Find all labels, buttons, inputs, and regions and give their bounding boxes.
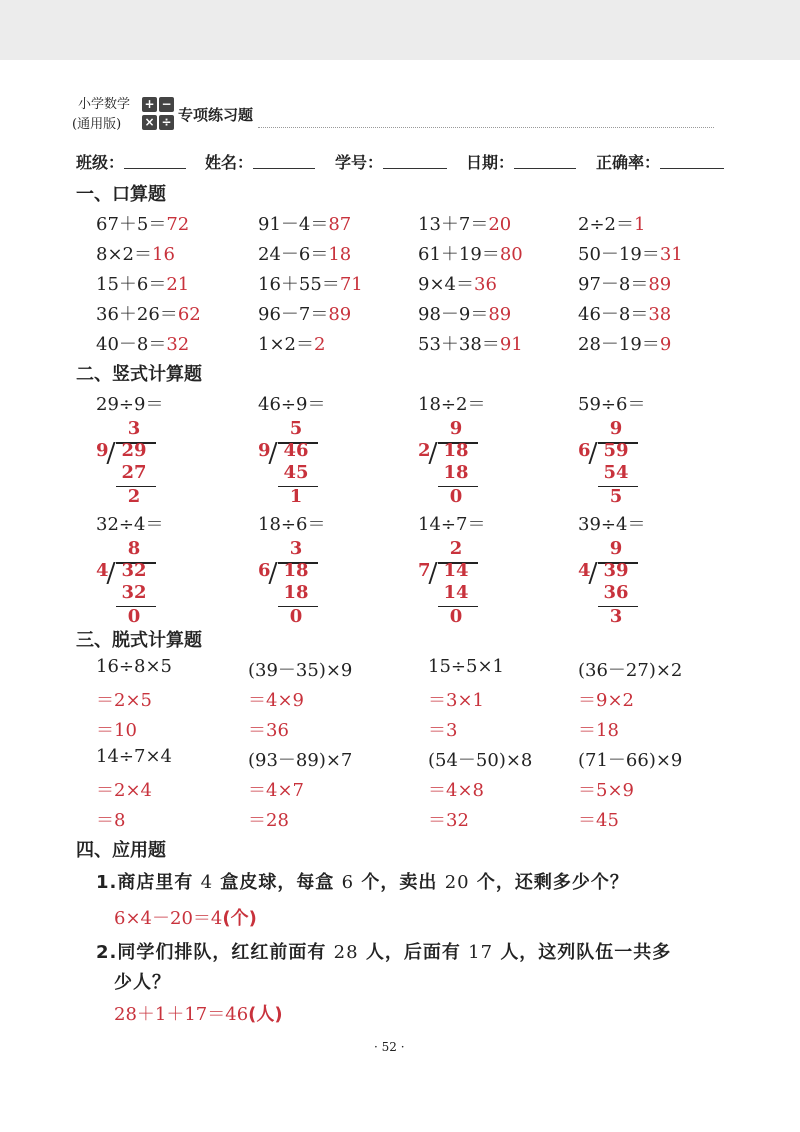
oral-answer: 91 [499, 334, 523, 355]
stepwise-step: ＝10 [96, 720, 137, 741]
stepwise-step: ＝45 [578, 810, 619, 831]
remainder: 0 [289, 606, 303, 627]
oral-question: 50－19＝ [578, 244, 660, 265]
oral-item [418, 270, 497, 296]
oral-question: 16＋55＝ [258, 274, 340, 295]
section-stepwise-title: 三、脱式计算题 [76, 630, 202, 651]
long-division [578, 538, 658, 630]
oral-question: 98－9＝ [418, 304, 489, 325]
oral-answer: 89 [328, 304, 352, 325]
oral-question: 96－7＝ [258, 304, 329, 325]
wp2-answer [114, 1000, 283, 1026]
oral-answer: 18 [328, 244, 352, 265]
page-number: · 52 · [374, 1040, 405, 1054]
remainder: 0 [127, 606, 141, 627]
oral-answer: 32 [166, 334, 190, 355]
stepwise-step: ＝32 [428, 810, 469, 831]
dividend: 29 [121, 440, 147, 461]
remainder: 2 [127, 486, 141, 507]
word-problem-1 [96, 868, 629, 894]
oral-question: 46－8＝ [578, 304, 649, 325]
wp1-part-2: 盒皮球，每盒 [220, 872, 335, 893]
wp1-answer [114, 904, 257, 930]
wp1-num: 1. [96, 872, 118, 893]
oral-answer: 9 [659, 334, 672, 355]
name-label: 姓名： [205, 153, 254, 172]
dividend: 14 [443, 560, 469, 581]
brand-line-1: 小学数学 [78, 97, 131, 112]
divisor: 7 [418, 560, 431, 581]
oral-item [96, 240, 175, 266]
oral-answer: 21 [166, 274, 190, 295]
oral-item [578, 330, 671, 356]
product: 18 [283, 582, 309, 603]
remainder: 0 [449, 606, 463, 627]
quotient: 9 [449, 418, 463, 439]
oral-question: 24－6＝ [258, 244, 329, 265]
oral-item [258, 300, 351, 326]
stepwise-question: (54－50)×8 [428, 750, 533, 771]
stepwise-question: 15÷5×1 [428, 656, 504, 677]
oral-question: 2÷2＝ [578, 214, 634, 235]
stepwise-step: ＝5×9 [578, 780, 634, 801]
wp1-part-6: 个，还剩多少个？ [476, 872, 629, 893]
dividend: 59 [603, 440, 629, 461]
stepwise-step: ＝9×2 [578, 690, 634, 711]
stepwise-step: ＝8 [96, 810, 126, 831]
oral-answer: 1 [634, 214, 646, 235]
oral-item [96, 300, 201, 326]
divisor: 6 [258, 560, 271, 581]
dividend: 18 [443, 440, 469, 461]
vertical-question: 59÷6＝ [578, 394, 646, 415]
oral-item [578, 210, 645, 236]
oral-question: 36＋26＝ [96, 304, 178, 325]
stepwise-question: (71－66)×9 [578, 750, 683, 771]
accuracy-label: 正确率： [596, 153, 661, 172]
oral-answer: 16 [152, 244, 175, 265]
long-division [418, 418, 498, 510]
oral-question: 9×4＝ [418, 274, 474, 295]
product: 14 [443, 582, 469, 603]
oral-item [258, 330, 325, 356]
wp2-answer-expr: 28＋1＋17＝46 [114, 1004, 249, 1025]
wp1-part-1: 4 [200, 872, 214, 893]
divisor: 9 [258, 440, 271, 461]
oral-question: 28－19＝ [578, 334, 660, 355]
quotient: 2 [449, 538, 463, 559]
wp2-num: 2. [96, 942, 118, 963]
multiply-icon: × [142, 115, 157, 130]
remainder: 0 [449, 486, 463, 507]
oral-question: 40－8＝ [96, 334, 167, 355]
oral-question: 67＋5＝ [96, 214, 167, 235]
vertical-question: 18÷6＝ [258, 514, 326, 535]
oral-item [418, 210, 511, 236]
oral-question: 97－8＝ [578, 274, 649, 295]
oral-item [96, 210, 189, 236]
stepwise-step: ＝2×5 [96, 690, 152, 711]
oral-question: 15＋6＝ [96, 274, 167, 295]
stepwise-step: ＝4×7 [248, 780, 304, 801]
quotient: 9 [609, 538, 623, 559]
stepwise-step: ＝36 [248, 720, 289, 741]
accuracy-field[interactable] [660, 168, 724, 169]
stepwise-step: ＝3×1 [428, 690, 484, 711]
stepwise-question: 16÷8×5 [96, 656, 172, 677]
worksheet-title: 专项练习题 [178, 106, 254, 124]
divisor: 9 [96, 440, 109, 461]
quotient: 8 [127, 538, 141, 559]
wp2-part-4: 人，这列队伍一共多 [500, 942, 672, 963]
oral-answer: 31 [659, 244, 683, 265]
stepwise-question: (93－89)×7 [248, 750, 353, 771]
wp2-line-2: 少人？ [114, 972, 171, 993]
stepwise-question: (39－35)×9 [248, 660, 353, 681]
dividend: 39 [603, 560, 629, 581]
product: 32 [121, 582, 147, 603]
stepwise-step: ＝3 [428, 720, 458, 741]
oral-answer: 87 [328, 214, 352, 235]
wp2-part-2: 人，后面有 [365, 942, 461, 963]
stepwise-question: 14÷7×4 [96, 746, 172, 767]
oral-item [258, 240, 351, 266]
quotient: 3 [127, 418, 141, 439]
long-division [578, 418, 658, 510]
vertical-question: 39÷4＝ [578, 514, 646, 535]
wp1-part-4: 个，卖出 [361, 872, 438, 893]
product: 18 [443, 462, 469, 483]
vertical-question: 32÷4＝ [96, 514, 164, 535]
vertical-question: 18÷2＝ [418, 394, 486, 415]
wp1-part-0: 商店里有 [117, 872, 194, 893]
wp2-part-3: 17 [468, 942, 494, 963]
oral-question: 1×2＝ [258, 334, 314, 355]
date-label: 日期： [466, 153, 515, 172]
oral-answer: 71 [339, 274, 363, 295]
oral-item [418, 240, 523, 266]
oral-answer: 2 [314, 334, 326, 355]
plus-icon: + [142, 97, 157, 112]
stepwise-step: ＝18 [578, 720, 619, 741]
quotient: 9 [609, 418, 623, 439]
wp1-answer-expr: 6×4－20＝4 [114, 908, 223, 929]
oral-answer: 72 [166, 214, 190, 235]
long-division [418, 538, 498, 630]
divisor: 4 [578, 560, 591, 581]
wp1-part-5: 20 [444, 872, 470, 893]
student-id-field[interactable] [383, 168, 447, 169]
long-division [258, 418, 338, 510]
worksheet-page [0, 60, 800, 1132]
brand-line-2: (通用版) [72, 117, 122, 132]
oral-item [96, 270, 189, 296]
oral-answer: 20 [488, 214, 512, 235]
section-oral-title: 一、口算题 [76, 184, 166, 205]
section-vertical-title: 二、竖式计算题 [76, 364, 202, 385]
stepwise-step: ＝2×4 [96, 780, 152, 801]
wp1-answer-unit: (个) [222, 908, 257, 929]
class-field[interactable] [124, 168, 186, 169]
remainder: 3 [609, 606, 623, 627]
divide-icon: ÷ [159, 115, 174, 130]
oral-item [578, 270, 671, 296]
long-division [96, 538, 176, 630]
vertical-question: 46÷9＝ [258, 394, 326, 415]
oral-item [96, 330, 189, 356]
vertical-question: 29÷9＝ [96, 394, 164, 415]
quotient: 5 [289, 418, 303, 439]
stepwise-step: ＝28 [248, 810, 289, 831]
wp1-part-3: 6 [341, 872, 355, 893]
wp2-part-0: 同学们排队，红红前面有 [117, 942, 327, 963]
oral-item [418, 300, 511, 326]
divisor: 6 [578, 440, 591, 461]
name-field[interactable] [253, 168, 315, 169]
oral-item [578, 300, 671, 326]
long-division [96, 418, 176, 510]
quotient: 3 [289, 538, 303, 559]
dividend: 46 [283, 440, 309, 461]
oral-question: 8×2＝ [96, 244, 152, 265]
student-id-label: 学号： [335, 153, 384, 172]
stepwise-question: (36－27)×2 [578, 660, 683, 681]
oral-question: 61＋19＝ [418, 244, 500, 265]
minus-icon: − [159, 97, 174, 112]
oral-answer: 62 [177, 304, 201, 325]
vertical-question: 14÷7＝ [418, 514, 486, 535]
dividend: 32 [121, 560, 147, 581]
word-problem-2 [96, 938, 671, 964]
wp2-part-1: 28 [333, 942, 359, 963]
oral-item [578, 240, 683, 266]
header-divider [258, 127, 714, 128]
remainder: 5 [609, 486, 623, 507]
divisor: 4 [96, 560, 109, 581]
product: 45 [283, 462, 309, 483]
remainder: 1 [289, 486, 303, 507]
section-word-problems-title: 四、应用题 [76, 840, 166, 861]
oral-answer: 80 [499, 244, 523, 265]
long-division [258, 538, 338, 630]
oral-item [258, 210, 351, 236]
oral-answer: 89 [648, 274, 672, 295]
divisor: 2 [418, 440, 431, 461]
date-field[interactable] [514, 168, 576, 169]
stepwise-step: ＝4×9 [248, 690, 304, 711]
product: 27 [121, 462, 147, 483]
product: 54 [603, 462, 629, 483]
product: 36 [603, 582, 629, 603]
oral-answer: 89 [488, 304, 512, 325]
oral-item [258, 270, 363, 296]
oral-question: 91－4＝ [258, 214, 329, 235]
wp2-answer-unit: (人) [248, 1004, 283, 1025]
oral-question: 13＋7＝ [418, 214, 489, 235]
stepwise-step: ＝4×8 [428, 780, 484, 801]
oral-item [418, 330, 523, 356]
oral-question: 53＋38＝ [418, 334, 500, 355]
oral-answer: 36 [474, 274, 497, 295]
dividend: 18 [283, 560, 309, 581]
class-label: 班级： [76, 153, 125, 172]
oral-answer: 38 [648, 304, 672, 325]
